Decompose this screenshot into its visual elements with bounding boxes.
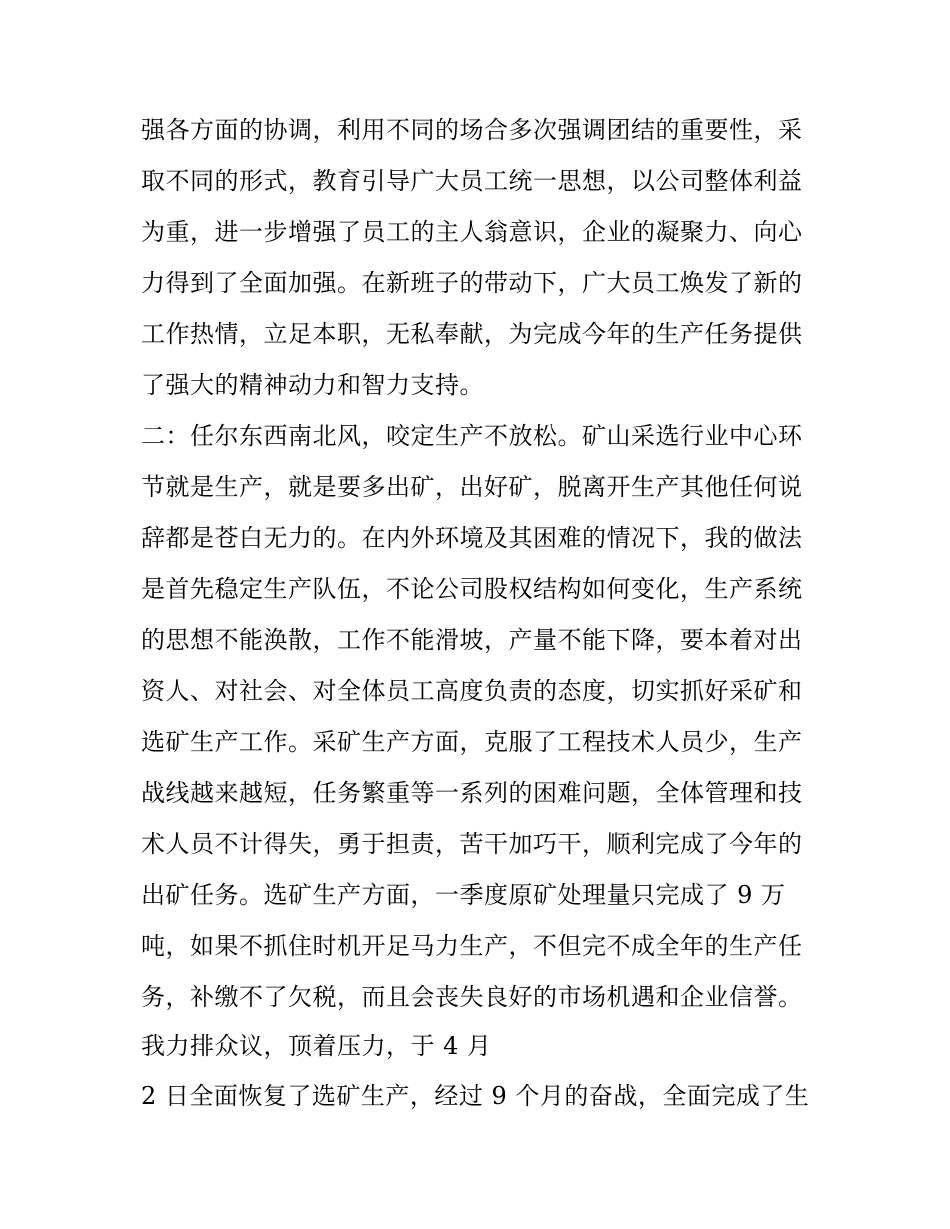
text-line: 选矿生产工作。采矿生产方面，克服了工程技术人员少，生产 [141,728,803,756]
text-line: 了强大的精神动力和智力支持。 [141,371,484,399]
text-line: 是首先稳定生产队伍，不论公司股权结构如何变化，生产系统 [141,575,803,603]
text-line: 工作热情，立足本职，无私奉献，为完成今年的生产任务提供 [141,320,803,348]
text-line: 出矿任务。选矿生产方面，一季度原矿处理量只完成了 9 万 [141,881,786,909]
text-line: 资人、对社会、对全体员工高度负责的态度，切实抓好采矿和 [141,677,803,705]
text-line: 术人员不计得失，勇于担责，苦干加巧干，顺利完成了今年的 [141,830,803,858]
text-line: 为重，进一步增强了员工的主人翁意识，企业的凝聚力、向心 [141,218,803,246]
text-line: 强各方面的协调，利用不同的场合多次强调团结的重要性，采 [141,116,803,144]
section-heading-line: 二：任尔东西南北风，咬定生产不放松。矿山采选行业中心环 [141,422,803,450]
text-line: 的思想不能涣散，工作不能滑坡，产量不能下降，要本着对出 [141,626,803,654]
text-line: 取不同的形式，教育引导广大员工统一思想，以公司整体利益 [141,167,803,195]
text-line: 我力排众议，顶着压力，于 4 月 [141,1032,492,1060]
text-line: 务，补缴不了欠税，而且会丧失良好的市场机遇和企业信誉。 [141,983,803,1011]
text-line: 战线越来越短，任务繁重等一系列的困难问题，全体管理和技 [141,779,803,807]
text-line: 节就是生产，就是要多出矿，出好矿，脱离开生产其他任何说 [141,473,803,501]
text-line: 吨，如果不抓住时机开足马力生产，不但完不成全年的生产任 [141,932,803,960]
text-line: 力得到了全面加强。在新班子的带动下，广大员工焕发了新的 [141,269,803,297]
text-line: 2 日全面恢复了选矿生产，经过 9 个月的奋战，全面完成了生 [141,1082,810,1110]
text-line: 辞都是苍白无力的。在内外环境及其困难的情况下，我的做法 [141,524,803,552]
